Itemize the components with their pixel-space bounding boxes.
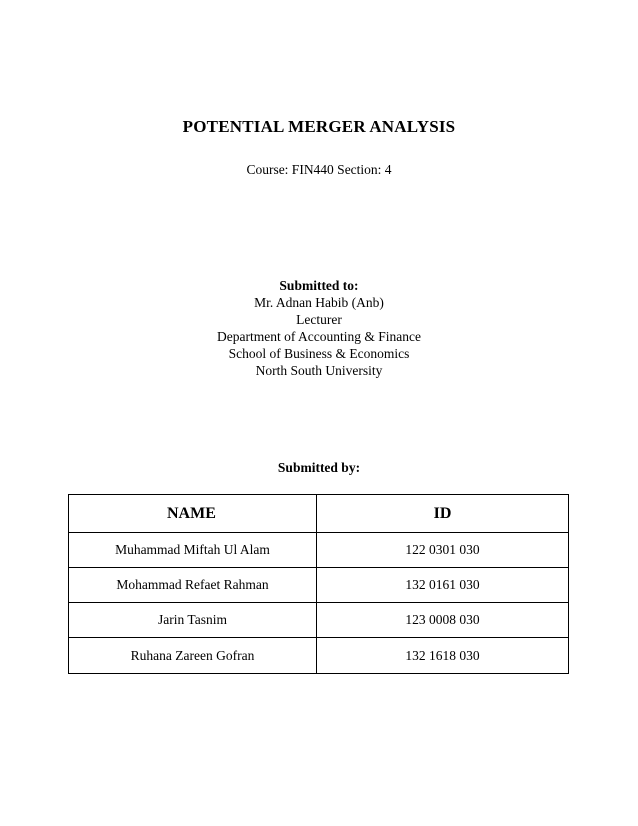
member-name: Jarin Tasnim [69, 603, 317, 638]
course-info: Course: FIN440 Section: 4 [246, 162, 392, 177]
member-name: Ruhana Zareen Gofran [69, 638, 317, 674]
submitted-by-heading: Submitted by: [277, 460, 361, 475]
university-name: North South University [255, 363, 383, 378]
document-title: POTENTIAL MERGER ANALYSIS [182, 117, 456, 136]
lecturer-position: Lecturer [296, 312, 342, 327]
member-name: Muhammad Miftah Ul Alam [69, 533, 317, 568]
table-row [69, 638, 569, 674]
id-column-header: ID [317, 495, 569, 533]
member-id: 132 1618 030 [317, 638, 569, 674]
submitted-to-block [0, 277, 638, 379]
table-row [69, 568, 569, 603]
member-id: 132 0161 030 [317, 568, 569, 603]
members-table [68, 494, 569, 674]
table-row [69, 603, 569, 638]
name-column-header: NAME [69, 495, 317, 533]
table-row [69, 533, 569, 568]
department-name: Department of Accounting & Finance [217, 329, 421, 344]
table-header-row [69, 495, 569, 533]
member-name: Mohammad Refaet Rahman [69, 568, 317, 603]
member-id: 122 0301 030 [317, 533, 569, 568]
lecturer-name: Mr. Adnan Habib (Anb) [254, 295, 384, 310]
submitted-to-heading: Submitted to: [279, 278, 359, 293]
school-name: School of Business & Economics [228, 346, 410, 361]
member-id: 123 0008 030 [317, 603, 569, 638]
